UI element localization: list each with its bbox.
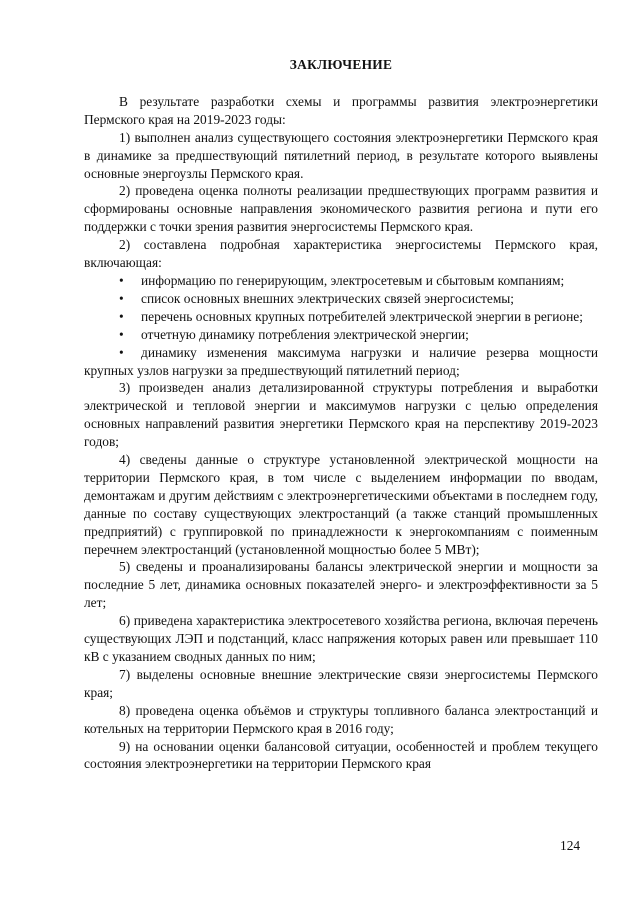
paragraph: 5) сведены и проанализированы балансы электрической энергии и мощности за последние 5 лет, динамика основных показателей энерго- и электроэффективности за 5 лет; (84, 559, 598, 611)
paragraph: 8) проведена оценка объёмов и структуры топливного баланса электростанций и котельных на территории Пермского края в 2016 году; (84, 702, 598, 736)
paragraph: 9) на основании оценки балансовой ситуации, особенностей и проблем текущего состояния электроэнергетики на территории Пермского края (84, 738, 598, 772)
document-body (84, 93, 598, 773)
paragraph: 7) выделены основные внешние электрические связи энергосистемы Пермского края; (84, 666, 598, 700)
bullet-list-item (84, 344, 598, 380)
paragraph: 1) выполнен анализ существующего состояния электроэнергетики Пермского края в динамике за предшествующий пятилетний период, в результате которого выявлены основные энергоузлы Пермского края. (84, 129, 598, 181)
paragraph: 4) сведены данные о структуре установленной электрической мощности на территории Пермского края, в том числе с выделением информации по вводам, демонтажам и другим действиям с электроэнергетическими объектами в последнем году, данные по составу существующих электростанций (а также станций промышленных предприятий) с группировкой по принадлежности к энергокомпаниям с поименным перечнем электростанций (установленной мощностью более 5 МВт); (84, 452, 598, 557)
bullet-list-item (84, 290, 598, 308)
bullet-icon: • (119, 326, 124, 342)
document-page (84, 56, 598, 773)
bullet-list-item (84, 272, 598, 290)
page-title: ЗАКЛЮЧЕНИЕ (289, 57, 393, 72)
bullet-text: динамику изменения максимума нагрузки и наличие резерва мощности крупных узлов нагрузки за предшествующий пятилетний период; (84, 344, 598, 378)
bullet-icon: • (119, 272, 124, 288)
bullet-icon: • (119, 344, 124, 360)
bullet-text: перечень основных крупных потребителей электрической энергии в регионе; (141, 308, 583, 324)
paragraph: 3) произведен анализ детализированной структуры потребления и выработки электрической и тепловой энергии и максимумов нагрузки с целью определения основных направлений развития энергетики Пермского края на перспективу 2019-2023 годов; (84, 380, 598, 450)
page-number: 124 (560, 838, 581, 853)
paragraph: 6) приведена характеристика электросетевого хозяйства региона, включая перечень существующих ЛЭП и подстанций, класс напряжения которых равен или превышает 110 кВ с указанием сводных данных по ним; (84, 613, 598, 664)
bullet-text: список основных внешних электрических связей энергосистемы; (141, 290, 515, 306)
bullet-icon: • (119, 308, 124, 324)
bullet-list-item (84, 308, 598, 326)
bullet-text: отчетную динамику потребления электрической энергии; (141, 326, 469, 342)
paragraph: 2) проведена оценка полноты реализации предшествующих программ развития и сформированы основные направления экономического развития региона и пути его поддержки с точки зрения развития энергосистемы Пермского края. (84, 183, 598, 235)
bullet-list-item (84, 326, 598, 344)
bullet-icon: • (119, 290, 124, 306)
bullet-text: информацию по генерирующим, электросетевым и сбытовым компаниям; (141, 272, 565, 288)
paragraph: В результате разработки схемы и программы развития электроэнергетики Пермского края на 2019-2023 годы: (84, 93, 598, 127)
paragraph: 2) составлена подробная характеристика энергосистемы Пермского края, включающая: (84, 237, 598, 271)
